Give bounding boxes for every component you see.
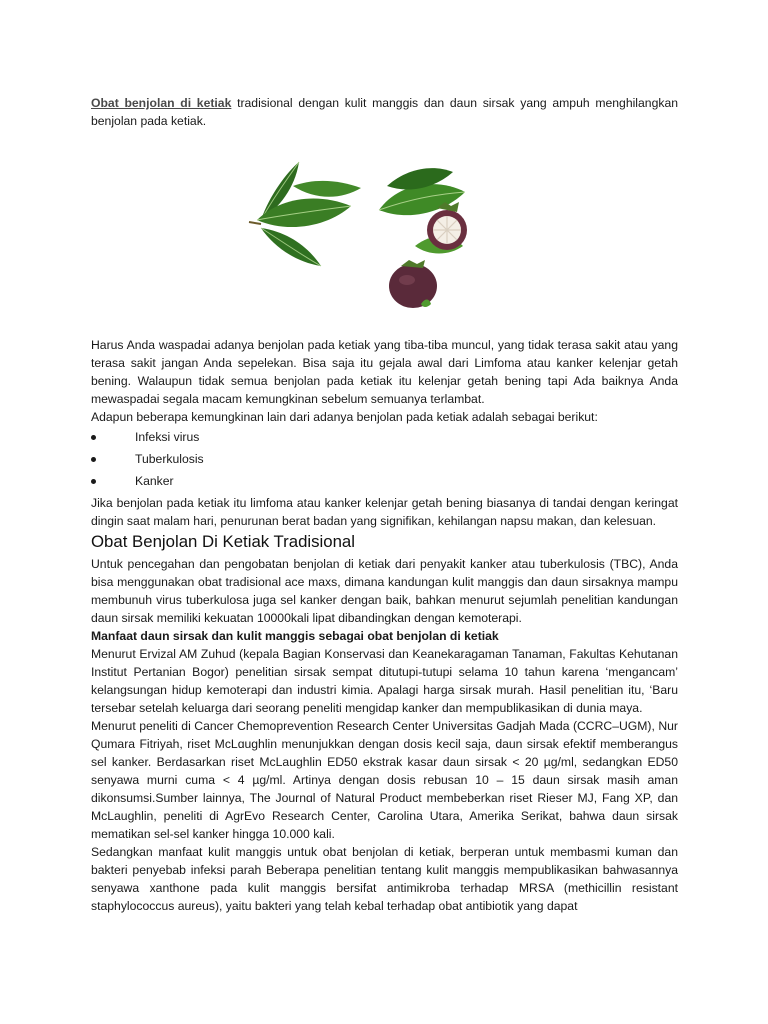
intro-paragraph bbox=[91, 94, 678, 130]
treatment-paragraph: Untuk pencegahan dan pengobatan benjolan di ketiak dari penyakit kanker atau tuberkulosis (TBC), Anda bisa menggunakan obat tradisional ace maxs, dimana kandungan kulit manggis dan daun sirsaknya mampu membunuh virus tuberkulosa juga sel kanker dengan baik, bahkan menurut sejumlah penelitian kandungan daun sirsak memiliki kekuatan 10000kali lipat dibandingkan dengan kemoterapi. bbox=[91, 557, 678, 625]
spacer bbox=[91, 316, 678, 336]
article-link[interactable]: Obat benjolan di ketiak bbox=[91, 96, 232, 110]
mangosteen-paragraph: Sedangkan manfaat kulit manggis untuk obat benjolan di ketiak, berperan untuk membasmi kuman dan bakteri penyebab infeksi parah Beberapa penelitian tentang kulit manggis mempublikasikan bahwasannya senyawa xanthone pada kulit manggis bersifat antimikroba terhadap MRSA (methicillin resistant staphylococcus aureus), yaitu bakteri yang telah kebal terhadap obat antibiotik yang dapat bbox=[91, 845, 678, 913]
list-item-text: Kanker bbox=[135, 474, 174, 488]
leaves-and-mangosteen-image bbox=[239, 138, 471, 316]
article-body bbox=[91, 94, 678, 915]
warning-paragraph: Harus Anda waspadai adanya benjolan pada ketiak yang tiba-tiba muncul, yang tidak terasa sakit atau yang terasa sakit jangan Anda sepelekan. Bisa saja itu gejala awal dari Limfoma atau kanker kelenjar getah bening. Walaupun tidak semua benjolan pada ketiak itu kelenjar getah bening tapi Ada baiknya Anda mewaspadai segala macam kemungkinan sebelum semuanya terlambat. bbox=[91, 338, 678, 406]
list-item bbox=[91, 472, 678, 494]
list-item-text: Infeksi virus bbox=[135, 430, 200, 444]
illustration-svg bbox=[239, 138, 471, 316]
benefits-subheading: Manfaat daun sirsak dan kulit manggis sebagai obat benjolan di ketiak bbox=[91, 629, 499, 643]
mangosteen-icon bbox=[379, 168, 467, 308]
bullet-icon bbox=[91, 435, 96, 440]
research-paragraph-2: Menurut peneliti di Cancer Chemoprevention Research Center Universitas Gadjah Mada (CCRC–UGM), Nur Qumara Fitriyah, riset McLɑughlin menunjukkan dengan dosis kecil saja, daun sirsak efektif memberangus sel kanker. Berdasarkan riset McLaughlin ED50 ekstrak kasar daun sirsak < 20 µg/ml, sedangkan ED50 senyawa murni cuma < 4 µg/ml. Artinya dengan dosis rebusan 10 – 15 daun sirsak masih aman dikonsumsi.Sumber lainnya, The Journɑl of Natural Product membeberkan riset Rieser MJ, Fang XP, dan McLaughlin, peneliti di AgrEvo Research Center, Carolina Utara, Amerika Serikat, bahwa daun sirsak mematikan sel-sel kanker hingga 10.000 kali. bbox=[91, 719, 678, 841]
soursop-leaf-icon bbox=[249, 162, 361, 266]
possibilities-list bbox=[91, 428, 678, 494]
research-paragraph-1: Menurut Ervizal AM Zuhud (kepala Bagian Konservasi dan Keanekaragaman Tanaman, Fakultas Kehutanan Institut Pertanian Bogor) penelitian sirsak sempat ditutupi-tutupi selama 10 tahun karena ‘mengancam’ kelangsungan hidup kemoterapi dan industri kimia. Apalagi harga sirsak murah. Hasil penelitian itu, ‘Baru tersebar setelah keluarga dari seorang peneliti mengidap kanker dan mempublikasikan di dunia maya. bbox=[91, 647, 678, 715]
bullet-icon bbox=[91, 479, 96, 484]
list-item-text: Tuberkulosis bbox=[135, 452, 204, 466]
list-item bbox=[91, 450, 678, 472]
list-item bbox=[91, 428, 678, 450]
bullet-icon bbox=[91, 457, 96, 462]
section-heading: Obat Benjolan Di Ketiak Tradisional bbox=[91, 532, 355, 551]
symptoms-paragraph: Jika benjolan pada ketiak itu limfoma atau kanker kelenjar getah bening biasanya di tandai dengan keringat dingin saat malam hari, penurunan berat badan yang signifikan, kehilangan napsu makan, dan kelesuan. bbox=[91, 496, 678, 528]
intro-text: tradisional dengan kulit manggis dan daun sirsak yang ampuh menghilangkan benjolan pada ketiak. bbox=[91, 96, 678, 128]
possibilities-intro: Adapun beberapa kemungkinan lain dari adanya benjolan pada ketiak adalah sebagai berikut: bbox=[91, 410, 598, 424]
